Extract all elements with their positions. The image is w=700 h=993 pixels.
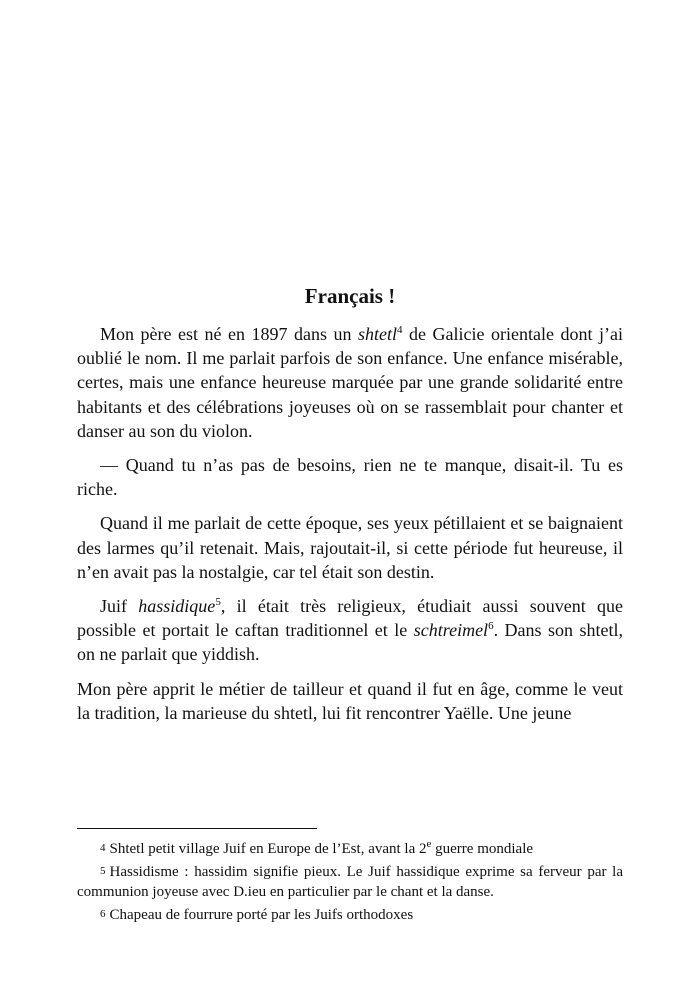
paragraph-5: Mon père apprit le métier de tailleur et quand il fut en âge, comme le veut la tradition, la marieuse du shtetl, lui fit rencontrer Yaëlle. Une jeune (77, 678, 623, 723)
body-text (77, 322, 623, 735)
italic-term-shtetl: shtetl (358, 324, 398, 344)
italic-term-schtreimel: schtreimel (413, 620, 489, 641)
footnote-separator (77, 828, 317, 829)
footnote-number: 6 (100, 908, 106, 920)
footnote-number: 5 (100, 865, 106, 877)
italic-term-hassidique: hassidique (138, 596, 216, 617)
paragraph-4: Juif hassidique$^5$, il était très religieux, étudiait aussi souvent que possible et portait le caftan traditionnel et le schtreimel$^6$. Dans son shtetl, on ne parlait que yiddish. (77, 596, 624, 665)
paragraph-3: Quand il me parlait de cette époque, ses yeux pétillaient et se baignaient des larmes qu’il retenait. Mais, rajoutait-il, si cette période fut heureuse, il n’en avait pas la nostalgie, car tel était son destin. (77, 513, 623, 582)
footnote-ref-5[interactable]: 5 (215, 596, 221, 609)
footnotes (77, 838, 623, 927)
paragraph-1: Mon père est né en 1897 dans un shtetl$^4$ de Galicie orientale dont j’ai oublié le nom. Il me parlait parfois de son enfance. Une enfance misérable, certes, mais une enfance heureuse marquée par une grande solidarité entre habitants et des célébrations joyeuses où on se rassemblait pour chanter et danser au son du violon. (77, 324, 623, 441)
footnote-5: 5 Hassidisme : hassidim signifie pieux. Le Juif hassidique exprime sa ferveur par la communion joyeuse avec D.ieu en particulier par le chant et la danse. (77, 864, 623, 900)
paragraph-2: — Quand tu n’as pas de besoins, rien ne te manque, disait-il. Tu es riche. (77, 455, 623, 500)
footnote-number: 4 (100, 842, 106, 854)
footnote-ref-6[interactable]: 6 (488, 620, 494, 633)
chapter-title: Français ! (304, 284, 396, 308)
footnote-ref-4[interactable]: 4 (397, 324, 403, 336)
footnote-6: 6 Chapeau de fourrure porté par les Juifs orthodoxes (100, 907, 414, 923)
footnote-4: 4 Shtetl petit village Juif en Europe de l’Est, avant la 2e guerre mondiale (100, 838, 534, 857)
